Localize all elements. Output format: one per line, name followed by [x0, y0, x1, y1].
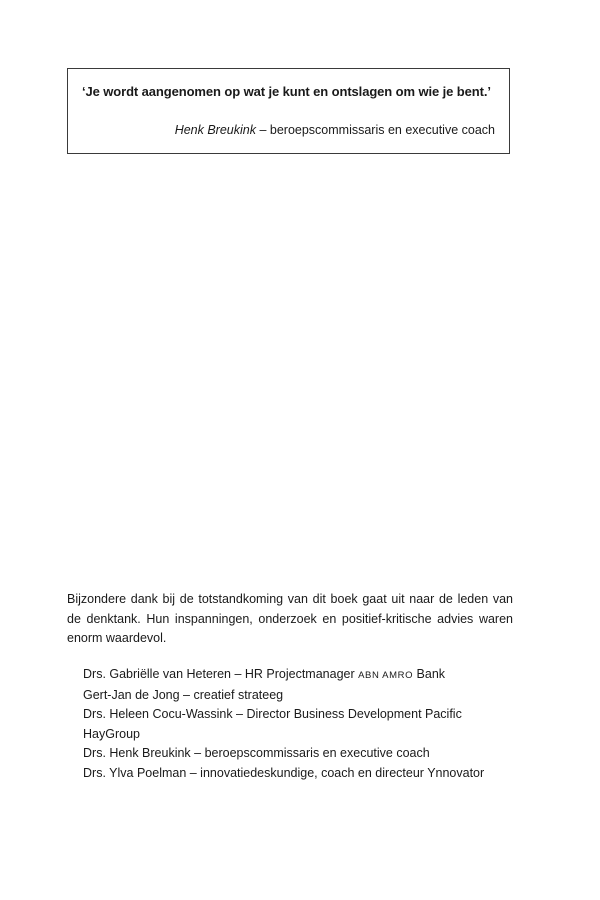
list-item: HayGroup — [83, 726, 140, 741]
list-item: Drs. Gabriëlle van Heteren – HR Projectmanager ABN AMRO Bank — [83, 667, 446, 681]
think-tank-members-list — [83, 665, 503, 783]
list-item: Drs. Ylva Poelman – innovatiedeskundige, coach en directeur Ynnovator — [83, 765, 485, 780]
list-item: Gert-Jan de Jong – creatief strateeg — [83, 687, 284, 702]
list-item: Drs. Heleen Cocu-Wassink – Director Business Development Pacific — [83, 707, 462, 721]
epigraph-author: Henk Breukink — [174, 123, 256, 137]
epigraph-quote: ‘Je wordt aangenomen op wat je kunt en ontslagen om wie je bent.’ — [82, 84, 491, 99]
epigraph-author-role: – beroepscommissaris en executive coach — [255, 123, 495, 137]
epigraph-box — [67, 68, 510, 154]
acknowledgement-paragraph: Bijzondere dank bij de totstandkoming van dit boek gaat uit naar de leden van de denktank. Hun inspanningen, onderzoek en positief-kritische advies waren enorm waardevol. — [67, 592, 513, 645]
list-item: Drs. Henk Breukink – beroepscommissaris en executive coach — [83, 746, 430, 760]
company-name-smallcaps: ABN AMRO — [358, 670, 414, 681]
epigraph-attribution — [175, 123, 495, 137]
